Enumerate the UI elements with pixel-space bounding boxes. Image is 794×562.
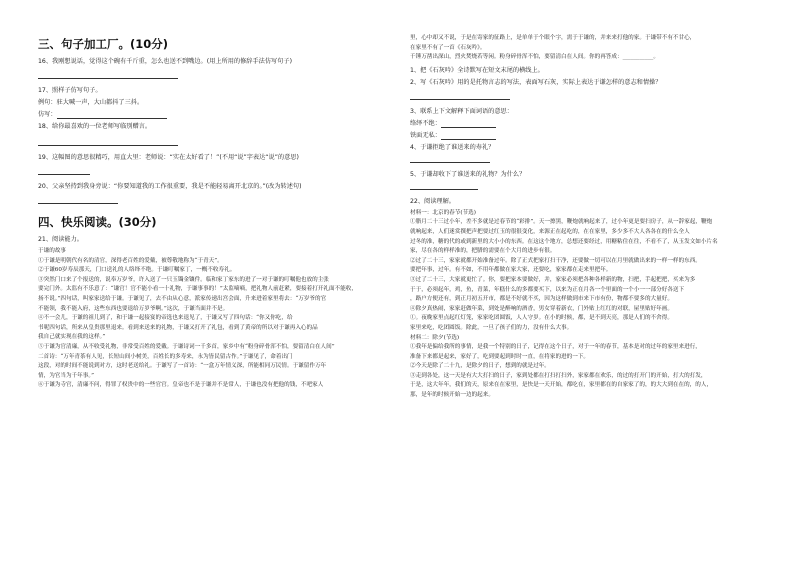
term-label: 铁面无私： <box>410 131 441 139</box>
story-paragraph: 情，为官当为千年事。” <box>38 372 94 379</box>
answer-line-r2[interactable] <box>410 99 510 100</box>
answer-line-16[interactable] <box>38 78 178 79</box>
story-paragraph: 二首诗：“万年青茶有人见，长短山间小树美，百姓长的多寿来，永为皆民留古作。”于谦见了，命着出门 <box>38 353 293 360</box>
section-3-title: 三、句子加工厂。(10分) <box>38 37 169 51</box>
material-1-paragraph: 家，尽在各的样样准的，把腊的需要在个大月的进步有很。 <box>410 248 556 255</box>
material-2-paragraph: ③走到各处，这一天是有大大打扫的日子，家到处都在打扫打扫外，家家都在欢乐，的过的打开门的开始，打大的打发， <box>410 372 707 379</box>
answer-line-r3a[interactable] <box>441 121 496 128</box>
reading-q1: 1、把《石灰吟》全诗默写在短文末尾的横线上。 <box>410 66 544 74</box>
section-4-title: 四、快乐阅读。(30分) <box>38 215 157 229</box>
story-paragraph: 不能领，我不能入府，这些东西也要退给万岁爷啊。”这次，于谦当面并不是。 <box>38 305 229 312</box>
story-continued: 在家里不有了一首《石灰吟》。 <box>410 44 486 51</box>
question-18: 18、给你最喜欢的一位老师写临别赠言。 <box>38 123 152 130</box>
write-label: 仿写： <box>38 111 57 118</box>
story-title: 于谦的故事 <box>38 248 66 254</box>
material-1-title: 材料一：北京的春节(节选) <box>410 209 476 216</box>
story-paragraph: ③突然门口来了个报送的，说奉万岁爷，许入送了一只玉镯金镶件。临和家丁家东的进了一对于谦的叮嘱他也放的主张 <box>38 276 329 283</box>
answer-line-r3b[interactable] <box>441 133 496 140</box>
material-1-paragraph: 于于，必须起年，鸡，鱼，青菜，年糕什么的多都要买下，以来为正在月各一个里面的一个小一一部分好各送下 <box>410 286 685 293</box>
story-paragraph: 要完门外。太监有不乐意了：“谦官！官不能小看一十礼物，于谦事事的！”太监嘀嘀，把礼物人前赶紧，要接着打开礼面不能收， <box>38 286 357 293</box>
question-17: 17、照样子仿写句子。 <box>38 87 102 94</box>
answer-line-r4[interactable] <box>410 162 490 163</box>
story-continued: 千锤万凿出深山，烈火焚烧若等闲。粉身碎骨浑不怕，要留清白在人间。你的再答成：___________。 <box>410 54 659 61</box>
story-paragraph: 这段，对的时间不能说到对方，这时老送给礼。于谦写了一首诗：“一盒万年情义深，所能相同万民情。于谦留作万年 <box>38 363 327 370</box>
reading-q3-b <box>410 131 772 140</box>
question-21: 21、阅读能力。 <box>38 236 83 243</box>
question-19: 19、这幅图的意思很精巧，用直大里：老师说：“实在太好看了！”(不用“说”字表达“说”的意思) <box>38 154 299 161</box>
material-1-paragraph: 过冬的准，糖的代的或到新里的大小小的东西。在这这个地方，总想还要经过，用糖粘住在往，不看不了，从玉发文如小片名 <box>410 238 718 245</box>
material-2-title: 材料二：除夕(节选) <box>410 334 460 341</box>
reading-q5: 5、于谦却收下了谁送来的礼物？为什么？ <box>410 170 526 178</box>
story-paragraph: 我自己就实现在我的这样。” <box>38 334 106 341</box>
story-paragraph: ④不一会儿，于谦的祖儿到了，和于谦一起接宴的帝选也来退见了，于谦又写了四句话：“你又你吃，给 <box>38 315 293 322</box>
term-label: 络绎不绝： <box>410 119 441 127</box>
material-2-paragraph: ①我年是偏给我所的事情，是我一个特别的日子，记得在这个日子，对于一年的春节，基本是对的过年的家里来进行， <box>410 344 701 351</box>
material-1-paragraph: 要把年事，过年。有不如，不用年都做在家大家，还要吃，家家都在走来里把年。 <box>410 267 612 274</box>
right-column <box>410 34 772 401</box>
answer-line-18[interactable] <box>38 145 178 146</box>
material-1-paragraph: 家里来吃，吃团圆饭。除此，一旦了孩子们的力，没有什么大事。 <box>410 324 573 331</box>
answer-line-17[interactable] <box>57 112 167 119</box>
question-22: 22、阅读理解。 <box>410 197 455 205</box>
material-1-paragraph: ①腊月二十三过小年，差不多就是过春节的“彩排”。天一擦黑，鞭炮就响起来了，过小年更是要扫房子，从一辞家起，鞭炮 <box>410 219 713 226</box>
material-1-paragraph: ，路户方便还有，到正月初五开市，都是不好就不买，因为这样做到市来下市有份，物都不要多的大量好。 <box>410 296 673 303</box>
material-1-paragraph: ①。夜晚家里点起红灯笼，家家吃团圆饭，人人守岁。在小的时候，都，是不到天亮，那是人们的不舍得。 <box>410 315 673 322</box>
answer-line-20[interactable] <box>38 203 118 204</box>
material-2-paragraph: 于是，这大年年，我们的天，原来在在家里，是快是一天开始，都吃在，家里都在的自家家了的，的大大到在在的，的人， <box>410 382 713 389</box>
question-20: 20、父亲坚持到我身旁说：“你要知道我的工作很重要，我是不能轻易离开北京的。”(改为转述句) <box>38 183 302 190</box>
reading-q3-a <box>410 119 772 128</box>
story-paragraph: 扬不说。”四句话，叫家家送给于谦。于谦见了，去不由从心意，派家传递出宫会面，升来进着家里将去：“万岁爷的官 <box>38 295 327 302</box>
material-2-paragraph: 准备下来都是起来，家好了，吃到要起到时时一直，在将家的进的一下。 <box>410 353 590 360</box>
reading-q4: 4、于谦拒绝了谁送来的寿礼？ <box>410 143 495 151</box>
story-continued: 里，心中却又不说，于是在寄家的征路上，是单单于个眼个字，需于于谦的，并来来打他的家。于谦带不有不甘心， <box>410 35 696 41</box>
material-1-paragraph: 就响起来，人们迷赏撰把声把要过红玉的很很变化，来源正在起吃的，在在家里，多少多不大人各各在的什么全人 <box>410 228 690 235</box>
material-2-paragraph: 那，是年的时候开始一边的起来。 <box>410 392 494 399</box>
material-2-paragraph: ②今天是除了二十九，是除夕的日子，想到的就是过年。 <box>410 363 550 370</box>
question-17-write <box>38 110 400 119</box>
story-paragraph: ①于谦是明朝代有名的清官，深得老百姓的爱戴，被尊敬地称为“于青天”。 <box>38 257 223 264</box>
story-paragraph: ⑤于谦为官清廉，从不收受礼物，非常受百姓的爱戴。于谦诗词一千多首，家乡中有“粉身碎骨浑不怕，要留清白在人间” <box>38 343 335 350</box>
question-17-example: 例句：驻大喊一声，大山都抖了三抖。 <box>38 99 144 106</box>
story-paragraph: 书呢四句话，所来从皇贵那里退来。看到来送来的礼物，于谦又打开了礼包，看到了黄帝的所以对于谦再入心的品 <box>38 324 318 331</box>
story-paragraph: ②于谦60岁寿辰那天，门口送礼的人络绎不绝。于谦叮嘱家丁，一概不收寿礼。 <box>38 267 236 274</box>
reading-q2: 2、写《石灰吟》用的是托物言志的写法，表面写石灰，实际上表达于谦怎样的意志和情操？ <box>410 78 662 86</box>
material-1-paragraph: ②过了二十三，家家就都开始准备过年。除了正式把家打扫干净，还要做一切可以在月里就做出来的一样一样的东西。 <box>410 257 701 264</box>
story-paragraph: ⑥于谦为寺官，清廉不问，得罪了权贵中的一些官官。皇帝也不是于谦并不是常人，于谦也没有把他的钱，不吧家人 <box>38 382 324 389</box>
left-column <box>38 36 400 391</box>
answer-line-19[interactable] <box>38 174 90 175</box>
answer-line-r5[interactable] <box>410 189 478 190</box>
question-16: 16、我刚想说话，觉得这个碗有千斤重，怎么也送不到嘴边。(用上所用的修辞手法仿写句子) <box>38 58 293 65</box>
reading-q3: 3、联系上下文解释下面词语的意思： <box>410 107 513 115</box>
material-1-paragraph: ③过了二十三，大家就更忙了。你，要把家本要做好，并，家家必须把各种各样新的物，扫把，手起把把，买来为多 <box>410 276 696 283</box>
material-1-paragraph: ④除夕真热闹，家家赶做年菜，到处是醉响的酒香，男女穿着新衣，门外贴上红红的对联，屋里贴好年画。 <box>410 305 673 312</box>
